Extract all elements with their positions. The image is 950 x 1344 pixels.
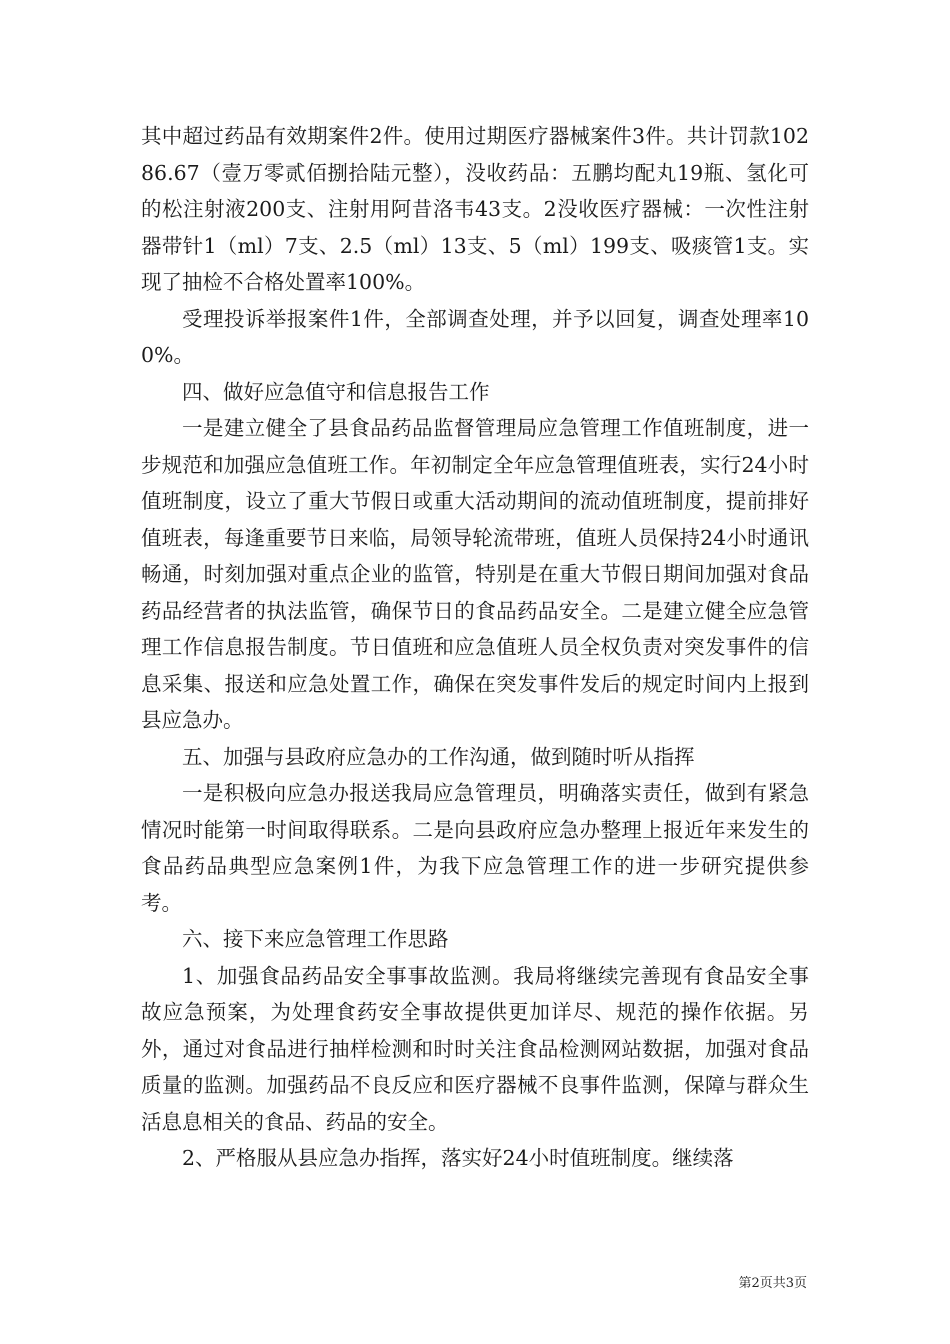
document-body	[141, 118, 809, 1177]
paragraph-communication: 一是积极向应急办报送我局应急管理员，明确落实责任，做到有紧急情况时能第一时间取得联系。二是向县政府应急办整理上报近年来发生的食品药品典型应急案例1件，为我下应急管理工作的进一步研究提供参考。	[141, 781, 809, 915]
paragraph-command: 2、严格服从县应急办指挥，落实好24小时值班制度。继续落	[182, 1146, 734, 1170]
section-heading-4: 四、做好应急值守和信息报告工作	[182, 379, 490, 404]
section-heading-5: 五、加强与县政府应急办的工作沟通，做到随时听从指挥	[182, 744, 695, 769]
paragraph-penalty-summary: 其中超过药品有效期案件2件。使用过期医疗器械案件3件。共计罚款10286.67（壹万零贰佰捌拾陆元整），没收药品：五鹏均配丸19瓶、氢化可的松注射液200支、注射用阿昔洛韦43支。2没收医疗器械：一次性注射器带针1（ml）7支、2.5（ml）13支、5（ml）199支、吸痰管1支。实现了抽检不合格处置率100%。	[141, 124, 809, 294]
paragraph-duty-system: 一是建立健全了县食品药品监督管理局应急管理工作值班制度，进一步规范和加强应急值班工作。年初制定全年应急管理值班表，实行24小时值班制度，设立了重大节假日或重大活动期间的流动值班制度，提前排好值班表，每逢重要节日来临，局领导轮流带班，值班人员保持24小时通讯畅通，时刻加强对重点企业的监管，特别是在重大节假日期间加强对食品药品经营者的执法监管，确保节日的食品药品安全。二是建立健全应急管理工作信息报告制度。节日值班和应急值班人员全权负责对突发事件的信息采集、报送和应急处置工作，确保在突发事件发后的规定时间内上报到县应急办。	[141, 416, 809, 732]
section-heading-6: 六、接下来应急管理工作思路	[182, 927, 449, 951]
paragraph-complaints: 受理投诉举报案件1件，全部调查处理，并予以回复，调查处理率100%。	[141, 306, 809, 367]
paragraph-monitoring: 1、加强食品药品安全事事故监测。我局将继续完善现有食品安全事故应急预案，为处理食药安全事故提供更加详尽、规范的操作依据。另外，通过对食品进行抽样检测和时时关注食品检测网站数据，加强对食品质量的监测。加强药品不良反应和医疗器械不良事件监测，保障与群众生活息息相关的食品、药品的安全。	[141, 963, 809, 1134]
page-number-footer: 第2页共3页	[738, 1276, 807, 1291]
